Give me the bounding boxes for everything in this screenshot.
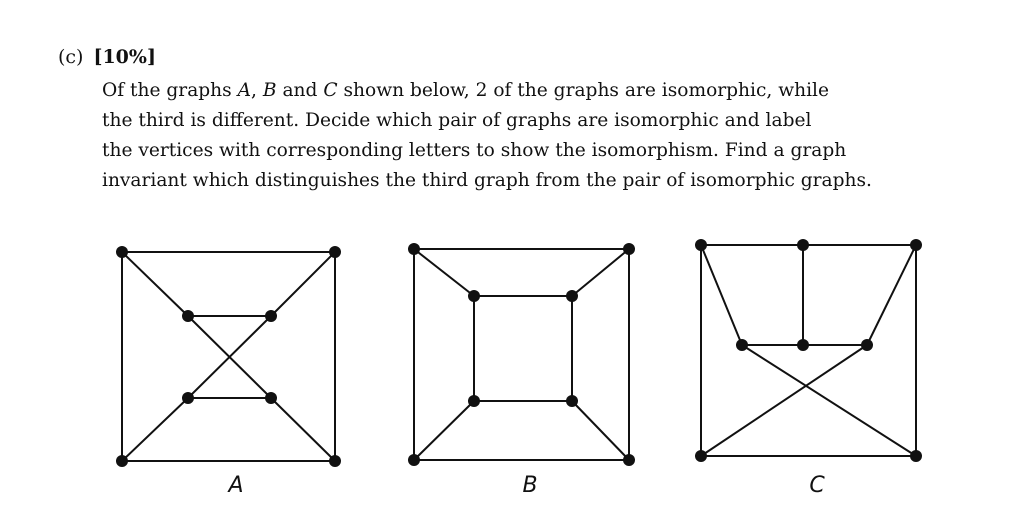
- graph-b-vertex: [566, 290, 578, 302]
- graph-c-edge: [701, 345, 867, 456]
- question-line-1: Of the graphs A, B and C shown below, 2 of the graphs are isomorphic, while: [102, 80, 830, 101]
- question-marker: (c): [58, 46, 84, 68]
- question-weight: [10%]: [93, 46, 156, 68]
- graph-c-edge: [701, 245, 742, 345]
- question-line-3: the vertices with corresponding letters to show the isomorphism. Find a graph: [102, 140, 847, 161]
- graph-a-vertex: [265, 310, 277, 322]
- question-line-4: invariant which distinguishes the third graph from the pair of isomorphic graphs.: [102, 170, 872, 191]
- graph-c-vertex: [910, 239, 922, 251]
- graph-c-vertex: [910, 450, 922, 462]
- graph-a-vertex: [329, 455, 341, 467]
- graph-a-edge: [271, 252, 335, 316]
- graph-b-vertex: [468, 395, 480, 407]
- graph-b-vertex: [408, 454, 420, 466]
- graph-a-vertex: [182, 392, 194, 404]
- graph-c-vertex: [861, 339, 873, 351]
- graph-b-edge: [414, 401, 474, 460]
- graph-a-vertex: [182, 310, 194, 322]
- graph-a-label: A: [228, 473, 244, 498]
- graph-a-edge: [271, 398, 335, 461]
- graph-b-vertex: [566, 395, 578, 407]
- graph-b: [414, 249, 629, 460]
- graph-c-edge: [742, 345, 916, 456]
- graph-c-vertex: [736, 339, 748, 351]
- graph-b-edge: [572, 249, 629, 296]
- graph-b-vertex: [623, 243, 635, 255]
- graph-a: [122, 252, 335, 461]
- graph-b-vertex: [623, 454, 635, 466]
- graph-b-vertex: [468, 290, 480, 302]
- graph-a-vertex: [116, 246, 128, 258]
- question-line-2: the third is different. Decide which pair of graphs are isomorphic and label: [102, 110, 812, 131]
- graph-b-vertex: [408, 243, 420, 255]
- graph-c-vertex: [695, 450, 707, 462]
- graph-a-vertex: [265, 392, 277, 404]
- graph-a-vertex: [329, 246, 341, 258]
- graph-c-vertex: [797, 339, 809, 351]
- graph-b-edge: [572, 401, 629, 460]
- graph-b-edge: [414, 249, 474, 296]
- graph-c: [701, 245, 916, 456]
- graph-c-label: C: [809, 473, 825, 498]
- graph-c-vertex: [695, 239, 707, 251]
- graph-a-edge: [122, 252, 188, 316]
- graph-b-label: B: [522, 473, 538, 498]
- graph-a-vertex: [116, 455, 128, 467]
- graph-c-edge: [867, 245, 916, 345]
- graph-c-vertex: [797, 239, 809, 251]
- graph-a-edge: [122, 398, 188, 461]
